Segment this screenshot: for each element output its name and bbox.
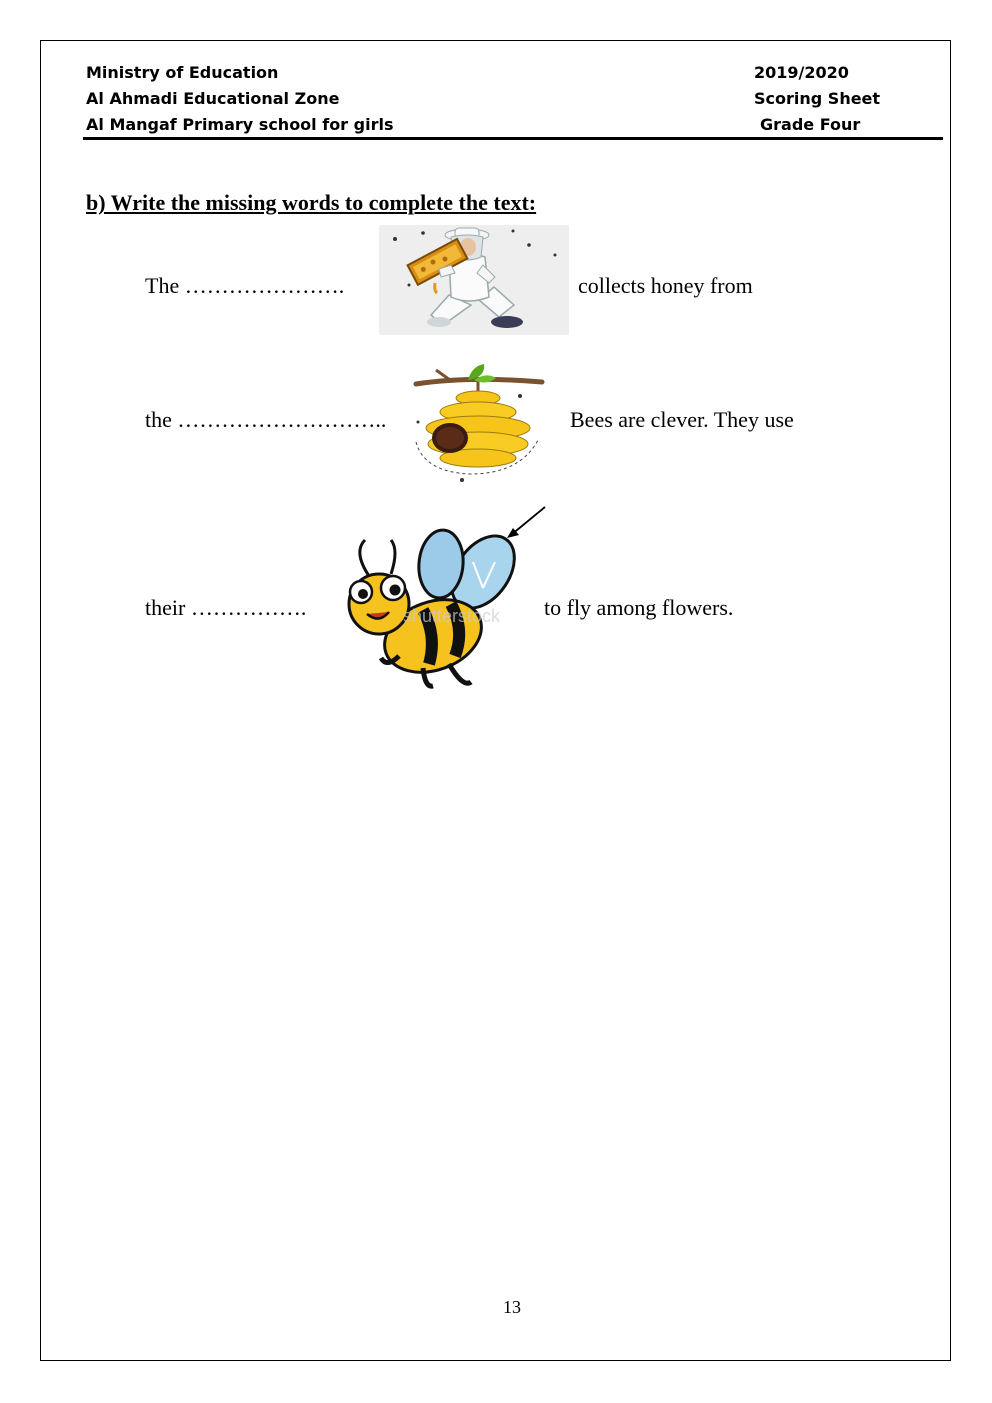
sheet-type-label: Scoring Sheet (754, 89, 881, 108)
blank-1-text: The …………………. (145, 273, 345, 298)
beehive-icon (410, 362, 545, 487)
watermark-text: shutterstock (403, 606, 501, 626)
beekeeper-icon (379, 225, 569, 335)
blank-3-text: their ……………. (145, 595, 307, 620)
blank-2-text: the ……………………….. (145, 407, 387, 432)
header-divider (83, 137, 943, 140)
school-header (86, 63, 393, 141)
beehive-picture (410, 362, 545, 487)
ministry-label: Ministry of Education (86, 63, 279, 82)
bee-icon (333, 518, 523, 704)
grade-label: Grade Four (760, 115, 861, 134)
line-2-continuation: Bees are clever. They use (570, 407, 794, 432)
school-label: Al Mangaf Primary school for girls (86, 115, 394, 134)
bee-picture (333, 518, 523, 704)
exercise-heading: b) Write the missing words to complete the text: (86, 190, 537, 215)
zone-label: Al Ahmadi Educational Zone (86, 89, 340, 108)
line-3-continuation: to fly among flowers. (544, 595, 734, 620)
sheet-info (754, 63, 880, 141)
line-1-continuation: collects honey from (578, 273, 753, 298)
year-label: 2019/2020 (754, 63, 849, 82)
beekeeper-picture (379, 225, 569, 335)
page-number: 13 (503, 1297, 521, 1317)
